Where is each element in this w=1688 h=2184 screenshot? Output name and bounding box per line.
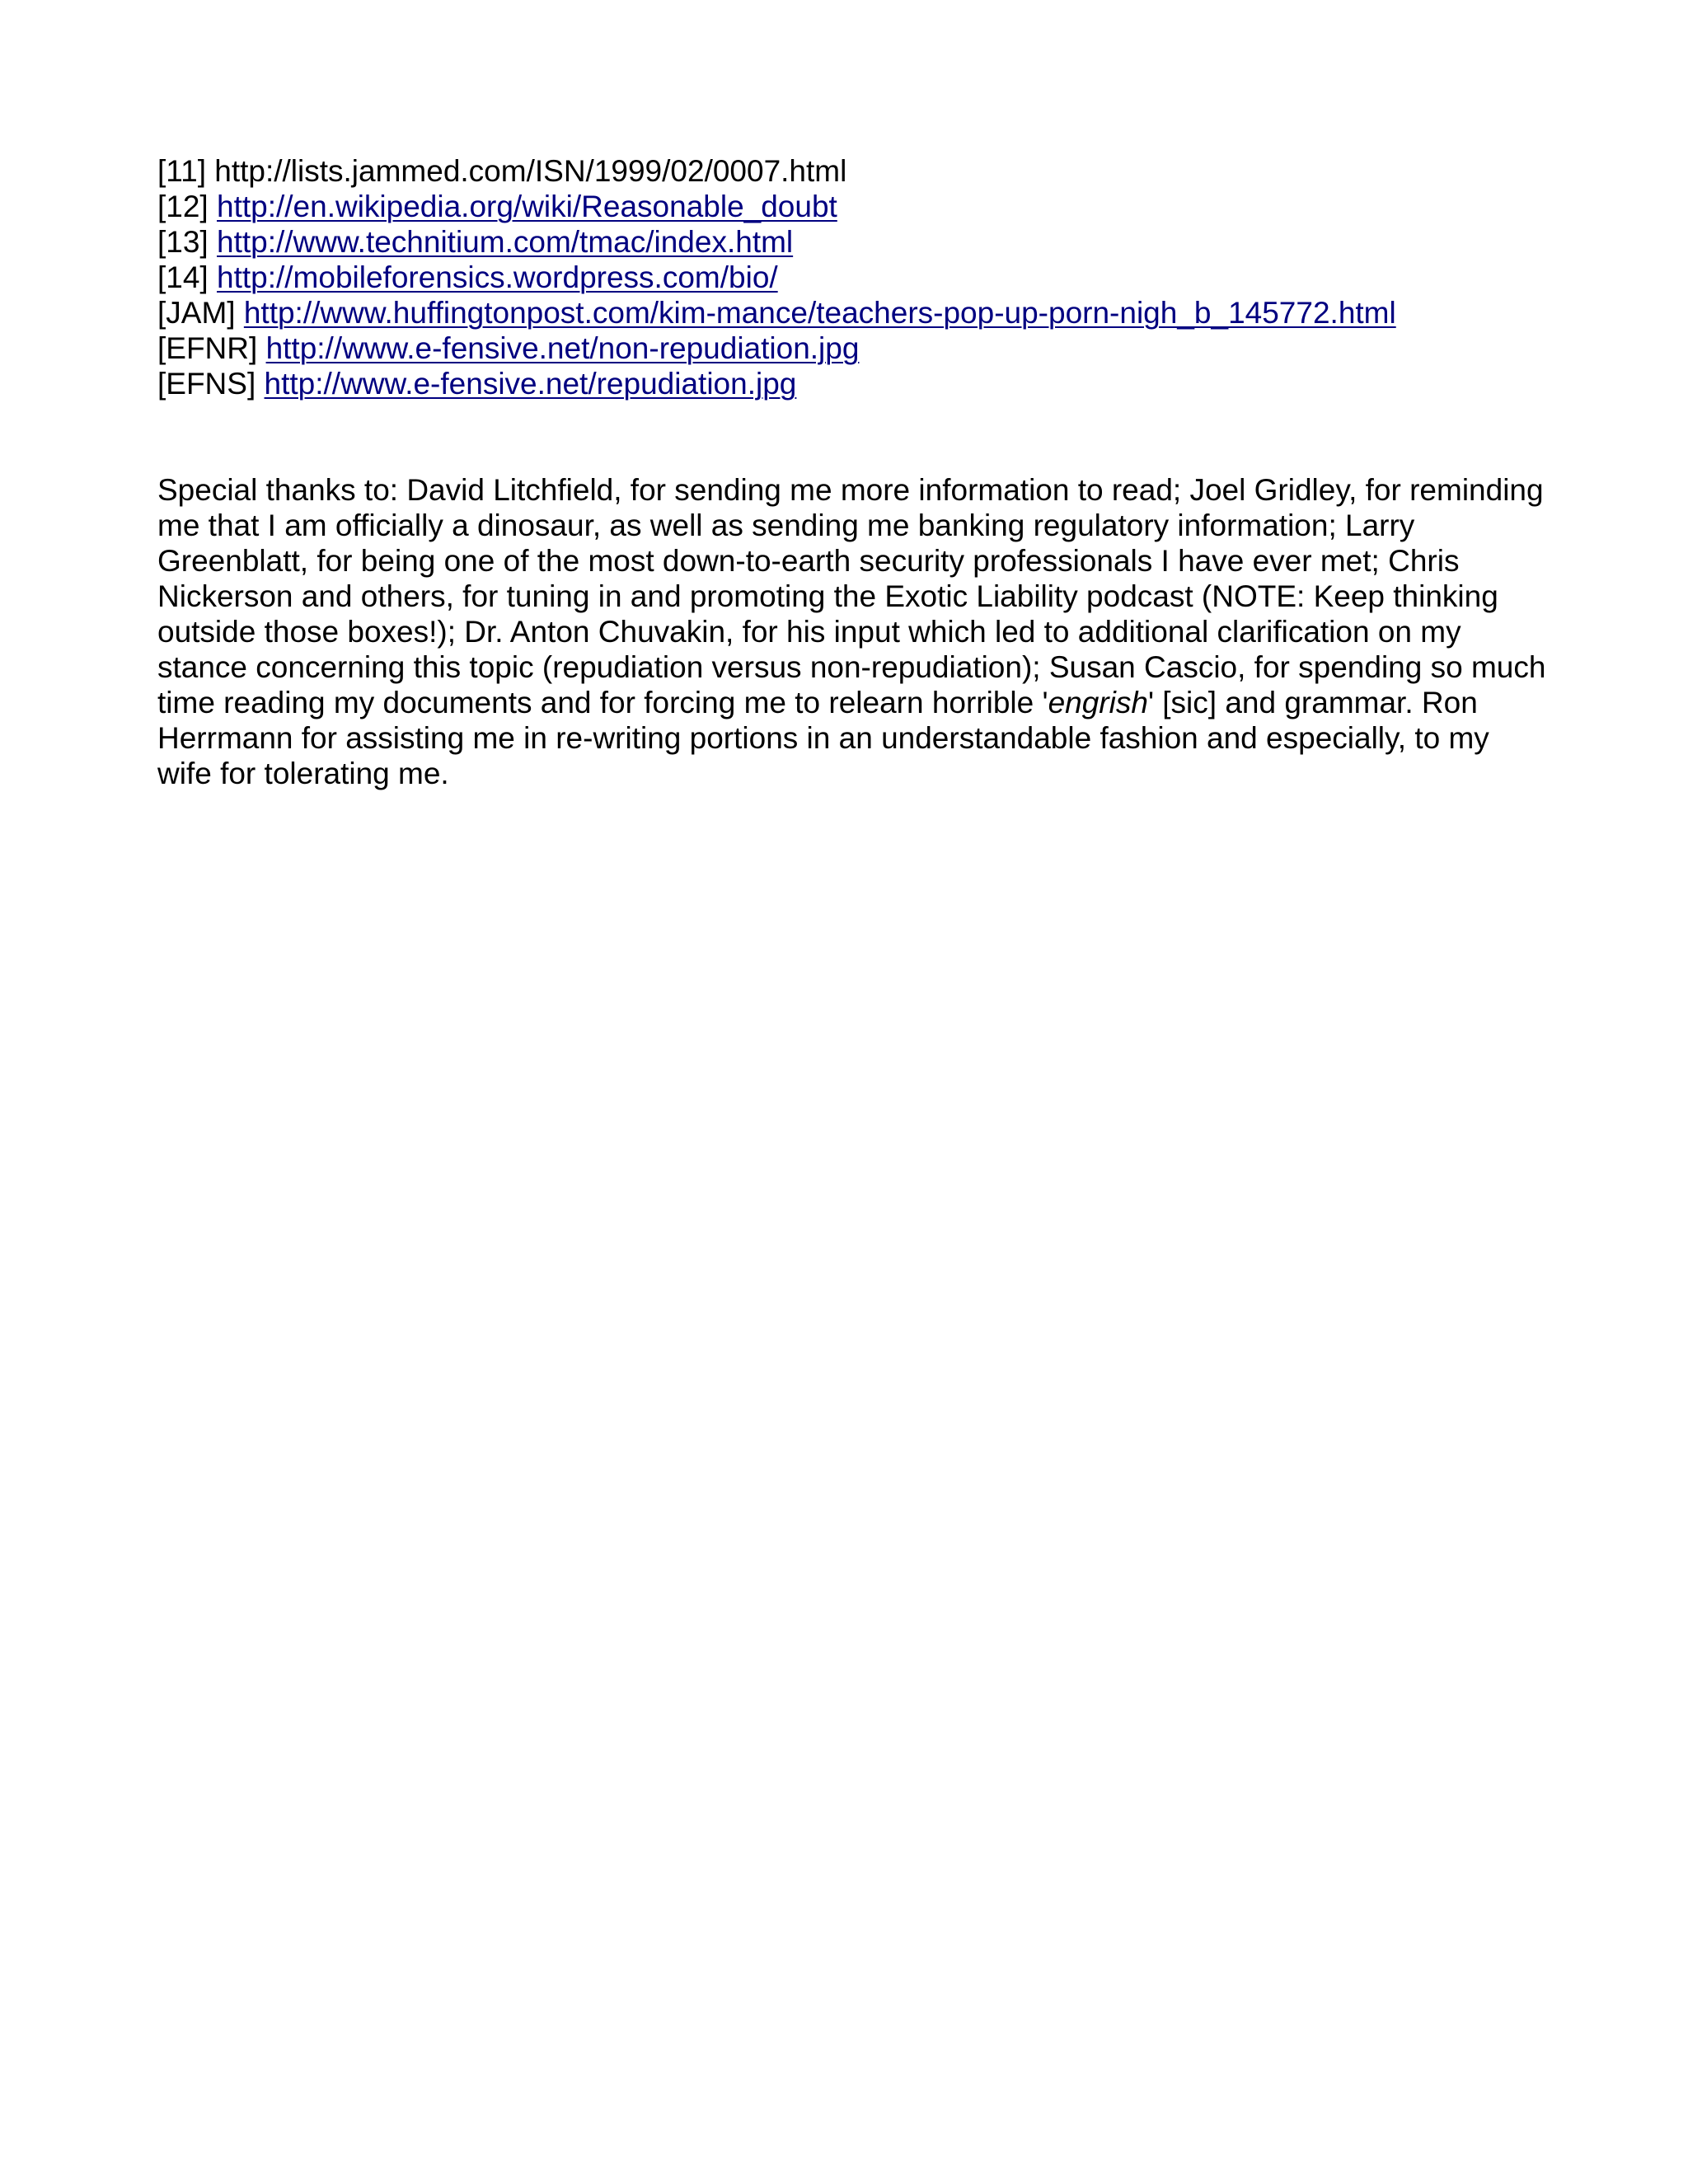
reference-item [157, 366, 1559, 401]
reference-link[interactable]: http://www.huffingtonpost.com/kim-mance/teachers-pop-up-porn-nigh_b_145772.html [243, 296, 1396, 330]
reference-link[interactable]: http://en.wikipedia.org/wiki/Reasonable_doubt [217, 190, 837, 223]
reference-item [157, 260, 1559, 295]
reference-tag: [EFNR] [157, 331, 258, 365]
reference-tag: [13] [157, 225, 209, 259]
reference-link[interactable]: http://www.e-fensive.net/repudiation.jpg [264, 367, 797, 401]
acknowledgements-italic-word: engrish [1048, 686, 1148, 719]
reference-item [157, 224, 1559, 260]
acknowledgements-text: Special thanks to: David Litchfield, for sending me more information to read; Joel Gridley, for reminding me that I am officially a dinosaur, as well as sending me banking regulatory information; Larry Greenblatt, for being one of the most down-to-earth security professionals I have ever met; Chris Nickerson and others, for tuning in and promoting the Exotic Liability podcast (NOTE: Keep thinking outside those boxes!); Dr. Anton Chuvakin, for his input which led to additional clarification on my stance concerning this topic (repudiation versus non-repudiation); Susan Cascio, for spending so much time reading my documents and for forcing me to relearn horrible ' [157, 473, 1546, 719]
reference-tag: [EFNS] [157, 367, 256, 401]
reference-link[interactable]: http://mobileforensics.wordpress.com/bio/ [217, 260, 778, 294]
acknowledgements-text-end: ' [sic] and grammar. Ron Herrmann for assisting me in re-writing portions in an understandable fashion and especially, to my wife for tolerating me. [157, 686, 1489, 790]
reference-tag: [JAM] [157, 296, 236, 330]
reference-item [157, 330, 1559, 366]
acknowledgements-paragraph [157, 472, 1550, 791]
reference-link[interactable]: http://www.technitium.com/tmac/index.html [217, 225, 794, 259]
reference-link[interactable]: http://www.e-fensive.net/non-repudiation.jpg [265, 331, 860, 365]
reference-item [157, 153, 1559, 189]
page-content [157, 153, 1559, 791]
reference-tag: [12] [157, 190, 209, 223]
reference-item [157, 189, 1559, 224]
reference-tag: [14] [157, 260, 209, 294]
reference-item [157, 295, 1559, 330]
reference-tag: [11] [157, 154, 206, 188]
reference-url-text: http://lists.jammed.com/ISN/1999/02/0007.html [214, 154, 847, 188]
reference-list [157, 153, 1559, 401]
